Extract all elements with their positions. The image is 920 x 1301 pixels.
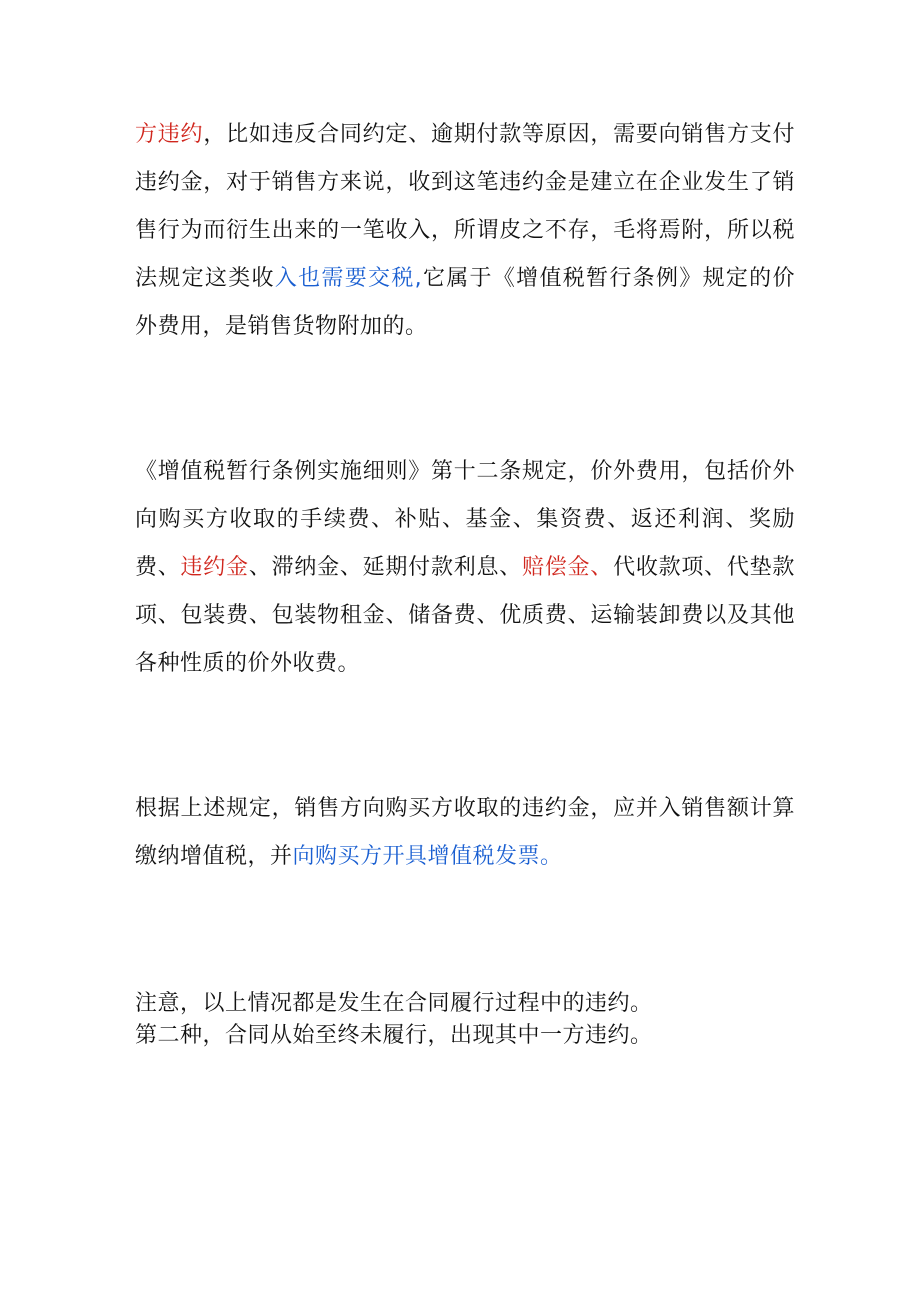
paragraph-text: 根据上述规定，销售方向购买方收取的违约金，应并入销售额计算缴纳增值税，并	[135, 796, 795, 869]
note-line: 注意，以上情况都是发生在合同履行过程中的违约。	[135, 991, 653, 1016]
highlight-blue-text: 向购买方开具增值税发票。	[292, 844, 563, 869]
highlight-blue-text: 入也需要交税,	[274, 266, 423, 291]
paragraph-regulation-article-12	[135, 448, 795, 688]
paragraph-text: ，比如违反合同约定、逾期付款等原因，需要向销售方支付违约金，对于销售方来说，收到这笔违约金是建立在企业发生了销售行为而衍生出来的一笔收入，所谓皮之不存，毛将焉附，所以税法规定这类收	[135, 122, 795, 291]
paragraph-text: 代收款项、代垫款项、包装费、包装物租金、储备费、优质费、运输装卸费以及其他各种性质的价外收费。	[135, 555, 795, 676]
paragraph-text: 《增值税暂行条例实施细则》第十二条规定，价外费用，包括价外向购买方收取的手续费、补贴、基金、集资费、返还利润、奖励费、	[135, 459, 795, 580]
highlight-red-text: 赔偿金、	[522, 555, 614, 580]
paragraph-conclusion	[135, 785, 795, 881]
paragraph-note	[135, 988, 795, 1052]
paragraph-text: 它属于《增值税暂行条例》规定的价外费用，是销售货物附加的。	[135, 266, 795, 339]
paragraph-penalty-income	[135, 111, 795, 351]
paragraph-text: 、滞纳金、延期付款利息、	[248, 555, 523, 580]
highlight-red-text: 违约金	[180, 555, 249, 580]
note-line: 第二种，合同从始至终未履行，出现其中一方违约。	[135, 1023, 653, 1048]
highlight-red-text: 方违约	[135, 122, 204, 147]
